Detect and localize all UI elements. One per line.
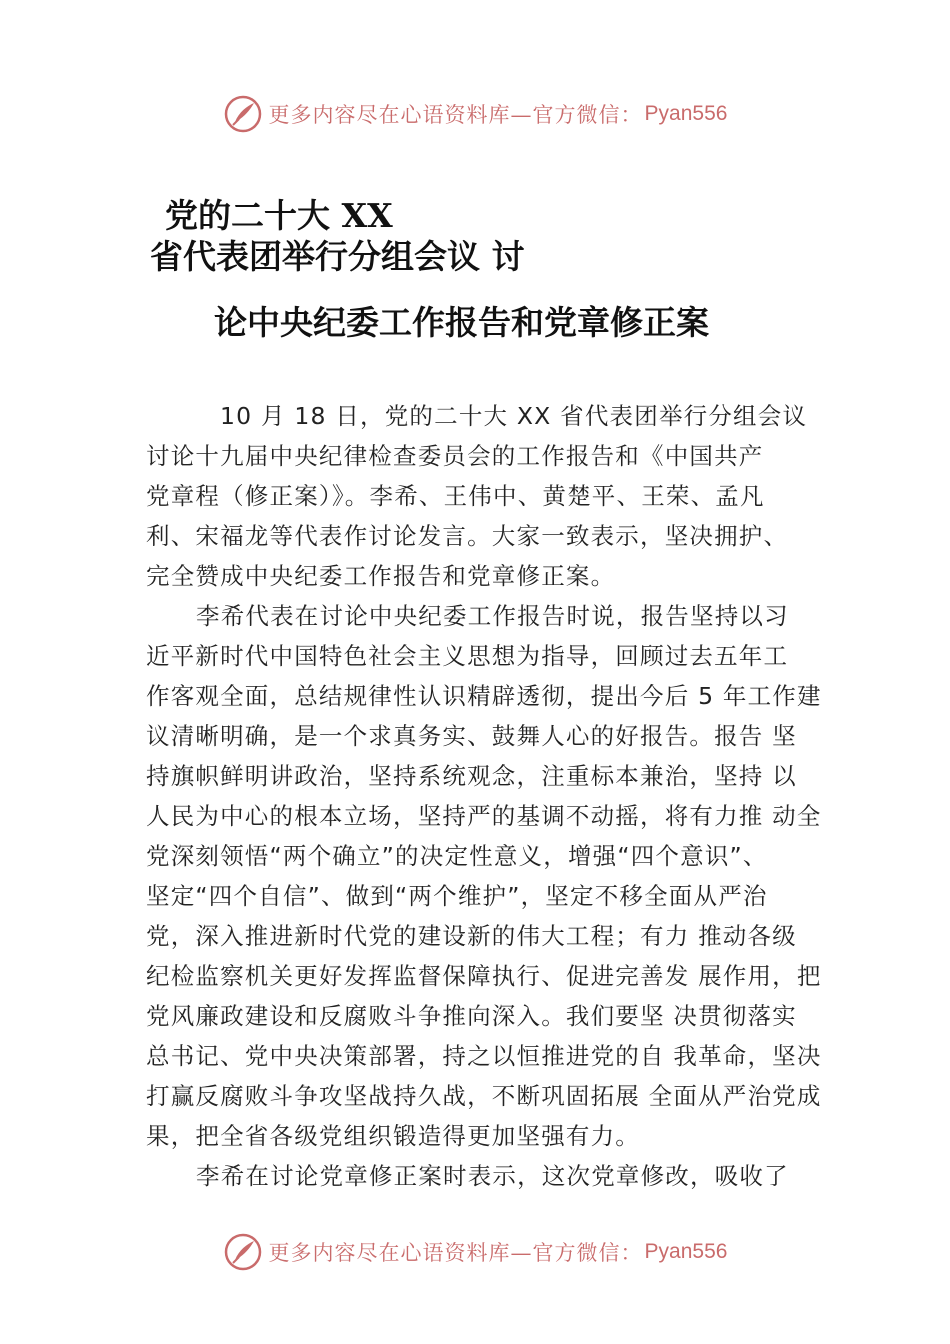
title-line-1: 党的二十大 XX [165, 196, 393, 235]
body-line: 讨论十九届中央纪律检查委员会的工作报告和《中国共产 [146, 442, 764, 470]
body-line: 人民为中心的根本立场，坚持严的基调不动摇，将有力推 动全 [146, 802, 822, 830]
wechat-id: Pyan556 [644, 1240, 728, 1263]
body-line: 党深刻领悟“两个确立”的决定性意义，增强“四个意识”、 [146, 842, 768, 870]
quill-logo-icon [223, 1232, 263, 1272]
body-line: 完全赞成中央纪委工作报告和党章修正案。 [146, 562, 616, 590]
body-line: 果，把全省各级党组织锻造得更加坚强有力。 [146, 1122, 640, 1150]
body-line: 近平新时代中国特色社会主义思想为指导，回顾过去五年工 [146, 642, 789, 670]
body-line: 作客观全面，总结规律性认识精辟透彻，提出今后 5 年工作建 [146, 682, 822, 710]
body-line: 党，深入推进新时代党的建设新的伟大工程；有力 推动各级 [146, 922, 797, 950]
body-line: 党风廉政建设和反腐败斗争推向深入。我们要坚 决贯彻落实 [146, 1002, 797, 1030]
body-line: 打赢反腐败斗争攻坚战持久战，不断巩固拓展 全面从严治党成 [146, 1082, 822, 1110]
body-line: 李希代表在讨论中央纪委工作报告时说，报告坚持以习 [196, 602, 789, 630]
title-line-2: 省代表团举行分组会议 讨 [150, 237, 525, 276]
body-line: 坚定“四个自信”、做到“两个维护”，坚定不移全面从严治 [146, 882, 768, 910]
body-line: 利、宋福龙等代表作讨论发言。大家一致表示，坚决拥护、 [146, 522, 789, 550]
body-line: 李希在讨论党章修正案时表示，这次党章修改，吸收了 [196, 1162, 789, 1190]
body-line: 纪检监察机关更好发挥监督保障执行、促进完善发 展作用，把 [146, 962, 822, 990]
header-watermark-banner [0, 92, 950, 136]
banner-text: 更多内容尽在心语资料库—官方微信： [268, 1241, 643, 1265]
footer-watermark-banner [0, 1230, 950, 1274]
article-body [146, 396, 836, 1196]
title-line-3: 论中央纪委工作报告和党章修正案 [214, 303, 709, 342]
banner-text: 更多内容尽在心语资料库—官方微信： [268, 103, 643, 127]
quill-logo-icon [223, 94, 263, 134]
wechat-id: Pyan556 [644, 102, 728, 125]
body-line: 议清晰明确，是一个求真务实、鼓舞人心的好报告。报告 坚 [146, 722, 797, 750]
body-line: 持旗帜鲜明讲政治，坚持系统观念，注重标本兼治，坚持 以 [146, 762, 797, 790]
body-line: 10 月 18 日，党的二十大 XX 省代表团举行分组会议 [220, 402, 808, 430]
body-line: 总书记、党中央决策部署，持之以恒推进党的自 我革命，坚决 [146, 1042, 822, 1070]
body-line: 党章程（修正案）》。李希、王伟中、黄楚平、王荣、孟凡 [146, 482, 765, 510]
